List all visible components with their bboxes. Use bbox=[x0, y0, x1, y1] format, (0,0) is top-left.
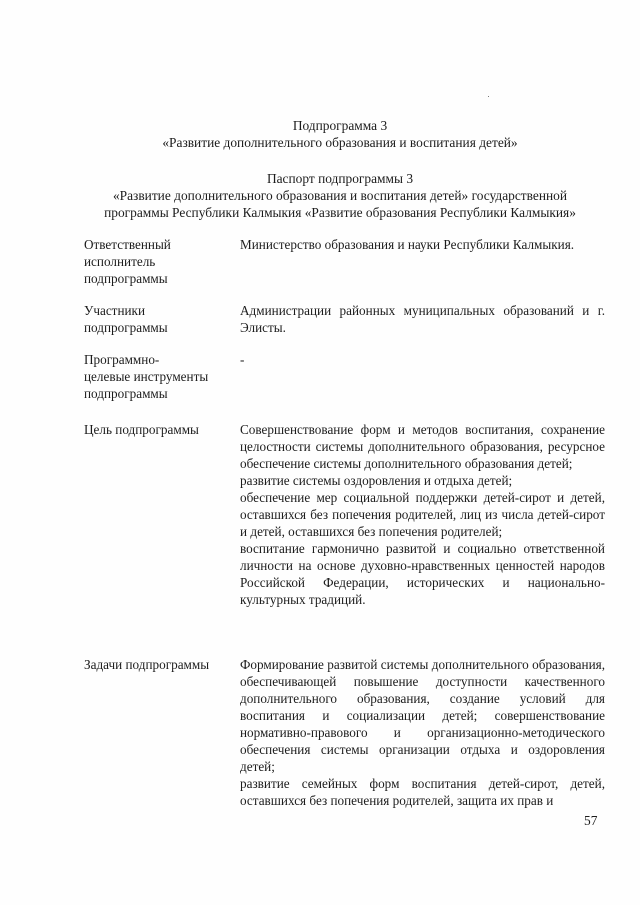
subprogram-title: «Развитие дополнительного образования и воспитания детей» bbox=[162, 135, 518, 150]
passport-title-line-2: программы Республики Калмыкия «Развитие образования Республики Калмыкия» bbox=[104, 205, 576, 220]
row-value-paragraph: развитие системы оздоровления и отдыха детей; bbox=[240, 473, 513, 488]
passport-heading: Паспорт подпрограммы 3 bbox=[266, 171, 414, 186]
row-value-paragraph: обеспечение мер социальной поддержки детей-сирот и детей, оставшихся без попечения родителей, лиц из числа детей-сирот и детей, оставшихся без попечения родителей; bbox=[240, 490, 605, 539]
row-value bbox=[240, 421, 605, 608]
row-label: Участники подпрограммы bbox=[84, 303, 168, 335]
row-value-paragraph: Совершенствование форм и методов воспитания, сохранение целостности системы дополнительного образования, ресурсное обеспечение системы дополнительного образования детей; bbox=[240, 422, 605, 471]
row-value-paragraph: Формирование развитой системы дополнительного образования, обеспечивающей повышение доступности качественного дополнительного образования, создание условий для воспитания и социализации детей; совершенствование нормативно-правового и организационно-методического обеспечения системы организации отдыха и оздоровления детей; bbox=[240, 657, 605, 774]
row-value-paragraph: Администрации районных муниципальных образований и г. Элисты. bbox=[240, 303, 605, 335]
row-label: Цель подпрограммы bbox=[84, 422, 199, 437]
row-label: Программно- целевые инструменты подпрограммы bbox=[84, 352, 209, 401]
row-value bbox=[240, 302, 605, 336]
row-value-paragraph: Министерство образования и науки Республики Калмыкия. bbox=[240, 237, 575, 252]
row-value bbox=[240, 351, 605, 368]
row-value bbox=[240, 236, 605, 253]
row-value-paragraph: развитие семейных форм воспитания детей-сирот, детей, оставшихся без попечения родителей, защита их прав и bbox=[240, 776, 605, 808]
row-label: Ответственный исполнитель подпрограммы bbox=[84, 237, 171, 286]
subprogram-heading: Подпрограмма 3 bbox=[292, 118, 388, 133]
row-value-paragraph: - bbox=[240, 352, 245, 367]
passport-title-line-1: «Развитие дополнительного образования и воспитания детей» государственной bbox=[112, 188, 568, 203]
row-label: Задачи подпрограммы bbox=[84, 657, 210, 672]
row-value-paragraph: воспитание гармонично развитой и социально ответственной личности на основе духовно-нравственных ценностей народов Российской Федерации, исторических и национально-культурных традиций. bbox=[240, 541, 605, 607]
scan-speck bbox=[488, 96, 489, 97]
page-number: 57 bbox=[584, 813, 598, 828]
row-value bbox=[240, 656, 605, 809]
